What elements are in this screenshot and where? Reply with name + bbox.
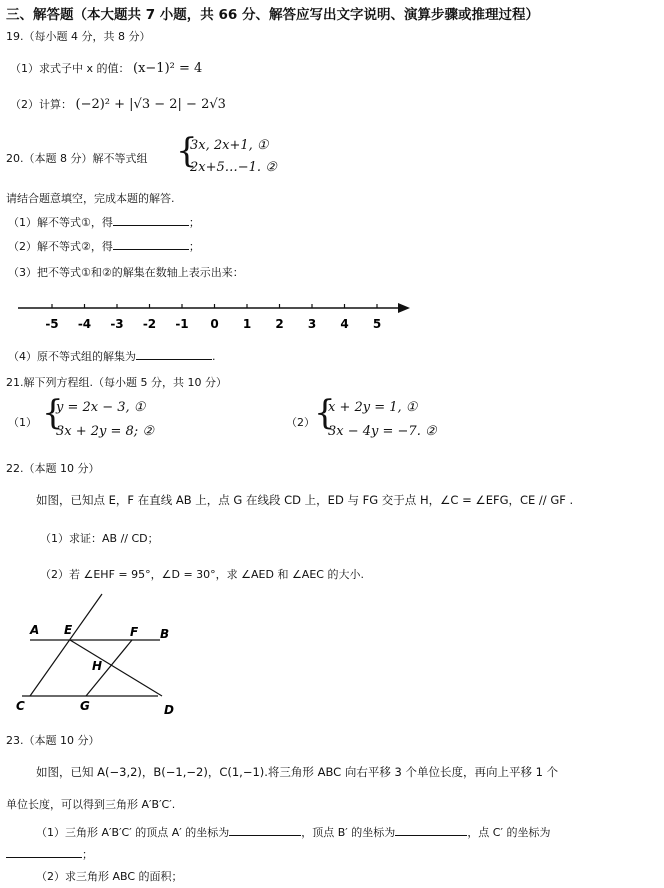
q19-part2-label: （2）计算：	[10, 98, 72, 111]
q19-part1-label: （1）求式子中 x 的值：	[10, 62, 130, 75]
q21-part1-eq1: y = 2x − 3, ①	[56, 400, 146, 415]
number-line-label: 2	[275, 317, 284, 331]
q19-part2-expr: (−2)² + |√3 − 2| − 2√3	[75, 97, 226, 112]
label-a: A	[30, 623, 40, 637]
label-c: C	[16, 699, 25, 713]
q23-part1-b: ，顶点 B′ 的坐标为	[301, 826, 396, 839]
number-line-label: -1	[175, 317, 189, 331]
q23-part1-a: （1）三角形 A′B′C′ 的顶点 A′ 的坐标为	[36, 826, 230, 839]
q23-part1	[36, 824, 550, 840]
q20-step4: （4）原不等式组的解集为 .	[8, 350, 216, 363]
q21-part2-eq1: x + 2y = 1, ①	[328, 400, 418, 415]
q20-ineq2: 2x+5…−1. ②	[190, 160, 277, 175]
q23-part1-cont	[6, 846, 93, 862]
number-line-arrow	[398, 303, 410, 313]
q20-step4-blank[interactable]	[136, 359, 212, 360]
label-d: D	[164, 703, 174, 717]
label-b: B	[160, 627, 170, 641]
number-line-label: 4	[340, 317, 349, 331]
number-line-label: -5	[45, 317, 59, 331]
number-line-label: -4	[77, 317, 92, 331]
section-header: 三、解答题（本大题共 7 小题，共 66 分、解答应写出文字说明、演算步骤或推理过程）	[6, 7, 539, 23]
label-g: G	[80, 699, 90, 713]
q21-part2-brace: {	[314, 393, 336, 433]
number-line	[0, 292, 420, 338]
number-line-label: 1	[242, 317, 252, 331]
q20-step4-text: （4）原不等式组的解集为	[8, 350, 136, 363]
q21-title: 21.解下列方程组.（每小题 5 分，共 10 分）	[6, 376, 227, 389]
q23-part2: （2）求三角形 ABC 的面积；	[36, 870, 183, 883]
q19-part1-expr: (x−1)² = 4	[133, 61, 203, 76]
q20-ineq1: 3x, 2x+1, ①	[190, 138, 269, 153]
q20-step1-blank[interactable]	[113, 225, 189, 226]
number-line-label: 3	[307, 317, 317, 331]
line-ed	[70, 640, 162, 696]
number-line-label: -3	[110, 317, 124, 331]
q23-title: 23.（本题 10 分）	[6, 734, 100, 747]
number-line-label: 0	[210, 317, 219, 331]
q23-stem-line2: 单位长度，可以得到三角形 A′B′C′.	[6, 798, 176, 811]
q20-step3: （3）把不等式①和②的解集在数轴上表示出来：	[8, 266, 244, 279]
q20-step2: （2）解不等式②，得 ；	[8, 240, 200, 253]
q22-title: 22.（本题 10 分）	[6, 462, 100, 475]
q20-step1-text: （1）解不等式①，得	[8, 216, 113, 229]
label-h: H	[92, 659, 103, 673]
q23-blank-a[interactable]	[229, 835, 301, 836]
q21-part1-label: （1）	[8, 416, 37, 429]
line-ce	[30, 594, 102, 696]
q23-part1-end: ；	[82, 848, 93, 861]
q22-part1: （1）求证：AB // CD；	[40, 532, 159, 545]
q22-figure	[10, 590, 210, 720]
q20-step2-blank[interactable]	[113, 249, 189, 250]
q22-stem: 如图，已知点 E，F 在直线 AB 上，点 G 在线段 CD 上，ED 与 FG 交于点 H，∠C = ∠EFG，CE // GF .	[36, 493, 574, 507]
q19-part2	[10, 96, 226, 112]
q20-step1: （1）解不等式①，得 ；	[8, 216, 200, 229]
q19-part1	[10, 60, 202, 76]
q23-stem-line1: 如图，已知 A(−3,2)，B(−1,−2)，C(1,−1).将三角形 ABC 向右平移 3 个单位长度，再向上平移 1 个	[36, 765, 559, 779]
q20-brace: {	[176, 131, 198, 171]
q20-intro: 请结合题意填空，完成本题的解答.	[6, 192, 175, 205]
label-f: F	[130, 625, 139, 639]
number-line-label: 5	[372, 317, 382, 331]
q20-title: 20.（本题 8 分）解不等式组	[6, 152, 148, 165]
q21-part1-brace: {	[42, 393, 64, 433]
q20-step2-text: （2）解不等式②，得	[8, 240, 113, 253]
q21-part2-label: （2）	[286, 416, 315, 429]
label-e: E	[64, 623, 73, 637]
q23-part1-c: ，点 C′ 的坐标为	[467, 826, 551, 839]
q23-blank-b[interactable]	[395, 835, 467, 836]
q21-part1-eq2: 3x + 2y = 8; ②	[56, 424, 154, 439]
q23-blank-c[interactable]	[6, 857, 82, 858]
q19-title: 19.（每小题 4 分，共 8 分）	[6, 30, 151, 43]
q21-part2-eq2: 3x − 4y = −7. ②	[328, 424, 437, 439]
q22-part2: （2）若 ∠EHF = 95°，∠D = 30°，求 ∠AED 和 ∠AEC 的大小.	[40, 568, 364, 581]
number-line-label: -2	[142, 317, 157, 331]
